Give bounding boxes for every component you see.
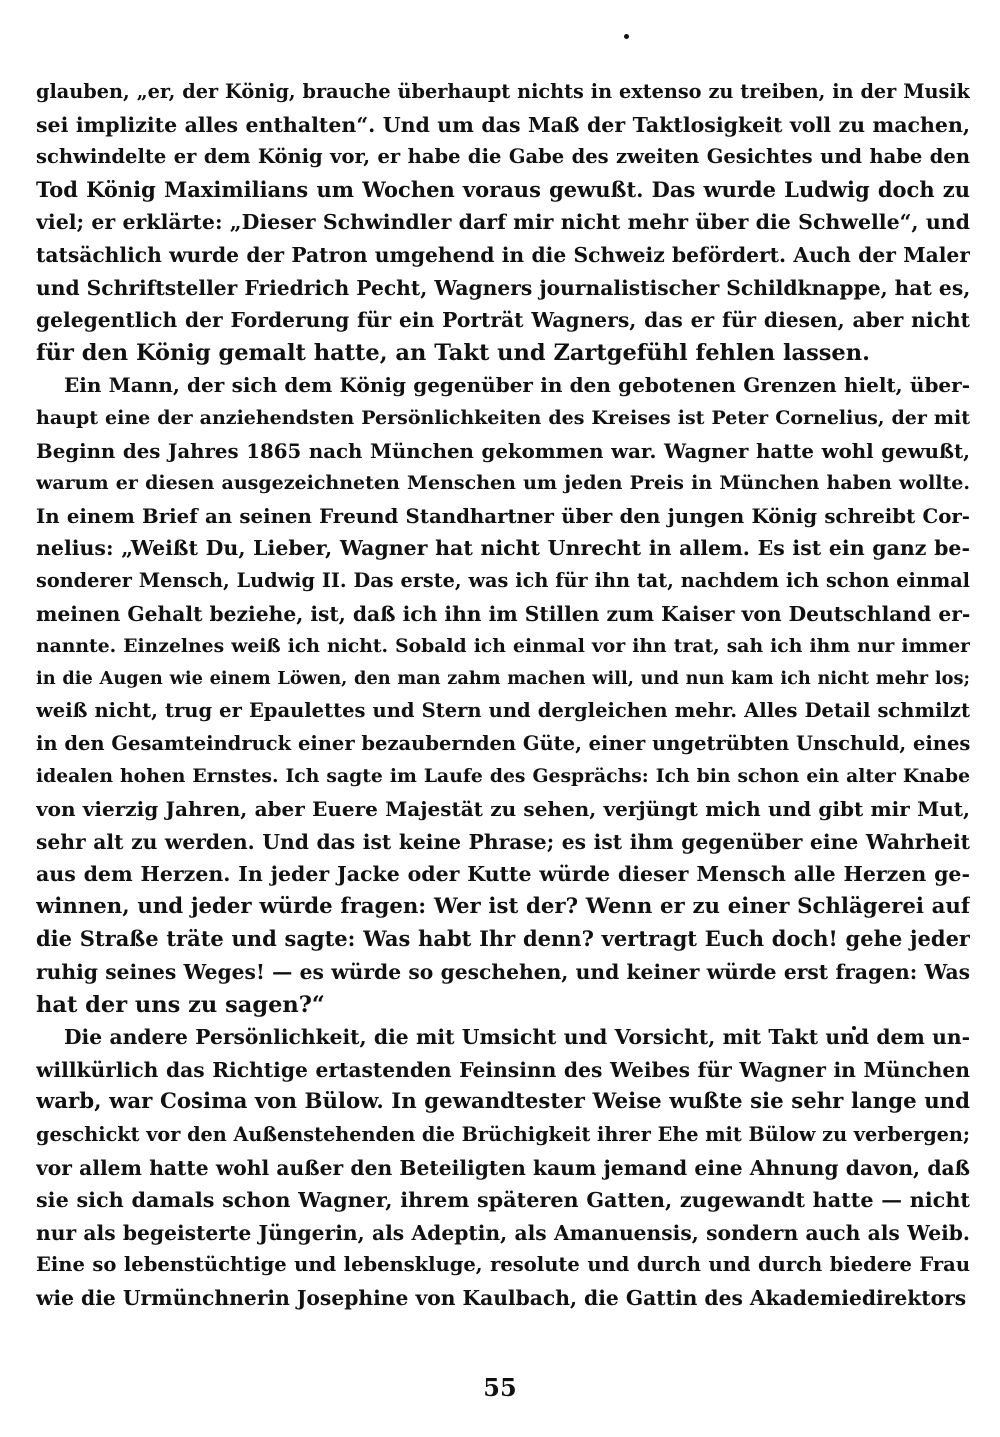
text-line: sonderer Mensch, Ludwig II. Das erste, was ich für ihn tat, nachdem ich schon einmal (36, 568, 970, 592)
ink-speck-top (624, 34, 629, 39)
paragraph (36, 369, 970, 1021)
text-line: und Schriftsteller Friedrich Pecht, Wagners journalistischer Schildknappe, hat es, (36, 275, 970, 300)
text-line: viel; er erklärte: „Dieser Schwindler darf mir nicht mehr über die Schwelle“, und (36, 210, 970, 235)
text-line: sei implizite alles enthalten“. Und um das Maß der Taktlosigkeit voll zu machen, (36, 112, 970, 137)
text-line: haupt eine der anziehendsten Persönlichkeiten des Kreises ist Peter Cornelius, der mit (36, 406, 970, 429)
text-line: nelius: „Weißt Du, Lieber, Wagner hat nicht Unrecht in allem. Es ist ein ganz be- (36, 536, 970, 561)
text-line: wie die Urmünchnerin Josephine von Kaulbach, die Gattin des Akademiedirektors (36, 1285, 967, 1310)
text-line: sehr alt zu werden. Und das ist keine Phrase; es ist ihm gegenüber eine Wahrheit (36, 829, 970, 854)
text-line: glauben, „er, der König, brauche überhaupt nichts in extenso zu treiben, in der Musik (36, 80, 970, 103)
text-line: geschickt vor den Außenstehenden die Brüchigkeit ihrer Ehe mit Bülow zu verbergen; (36, 1123, 970, 1146)
text-line: in die Augen wie einem Löwen, den man zahm machen will, und nun kam ich nicht mehr los; (36, 667, 970, 689)
page-body (36, 76, 970, 1315)
text-line: Eine so lebenstüchtige und lebenskluge, resolute und durch und durch biedere Frau (36, 1253, 970, 1277)
text-line: Beginn des Jahres 1865 nach München gekommen war. Wagner hatte wohl gewußt, (36, 438, 970, 463)
page-number: 55 (483, 1373, 517, 1402)
paragraph (36, 76, 970, 369)
text-line: In einem Brief an seinen Freund Standhartner über den jungen König schreibt Cor- (36, 503, 970, 528)
text-line: gelegentlich der Forderung für ein Porträt Wagners, das er für diesen, aber nicht (36, 308, 970, 333)
text-line: von vierzig Jahren, aber Euere Majestät zu sehen, verjüngt mich und gibt mir Mut, (36, 797, 970, 822)
text-line: nur als begeisterte Jüngerin, als Adeptin, als Amanuensis, sondern auch als Weib. (36, 1220, 970, 1245)
text-line: in den Gesamteindruck einer bezaubernden Güte, einer ungetrübten Unschuld, eines (36, 731, 970, 755)
text-line: aus dem Herzen. In jeder Jacke oder Kutte würde dieser Mensch alle Herzen ge- (36, 862, 970, 887)
text-line: winnen, und jeder würde fragen: Wer ist der? Wenn er zu einer Schlägerei auf (36, 893, 970, 919)
text-line: tatsächlich wurde der Patron umgehend in die Schweiz befördert. Auch der Maler (36, 242, 970, 267)
text-line: meinen Gehalt beziehe, ist, daß ich ihn im Stillen zum Kaiser von Deutschland er- (36, 601, 970, 626)
text-line: sie sich damals schon Wagner, ihrem späteren Gatten, zugewandt hatte — nicht (36, 1188, 970, 1213)
text-line: vor allem hatte wohl außer den Beteiligten kaum jemand eine Ahnung davon, daß (36, 1155, 970, 1180)
text-line: hat der uns zu sagen?“ (36, 991, 325, 1018)
text-line: nannte. Einzelnes weiß ich nicht. Sobald ich einmal vor ihn trat, sah ich ihm nur immer (36, 635, 970, 658)
text-line: ruhig seines Weges! — es würde so geschehen, und keiner würde erst fragen: Was (36, 960, 970, 985)
text-line: schwindelte er dem König vor, er habe die Gabe des zweiten Gesichtes und habe den (36, 145, 970, 169)
text-line: Die andere Persönlichkeit, die mit Umsicht und Vorsicht, mit Takt und dem un- (64, 1025, 970, 1050)
text-line: Tod König Maximilians um Wochen voraus gewußt. Das wurde Ludwig doch zu (36, 176, 970, 202)
text-line: weiß nicht, trug er Epaulettes und Stern und dergleichen mehr. Alles Detail schmilzt (36, 699, 970, 723)
text-line: willkürlich das Richtige ertastenden Feinsinn des Weibes für Wagner in München (36, 1057, 970, 1082)
paragraph (36, 1021, 970, 1314)
text-line: warb, war Cosima von Bülow. In gewandtester Weise wußte sie sehr lange und (36, 1089, 970, 1115)
text-line: für den König gemalt hatte, an Takt und Zartgefühl fehlen lassen. (36, 339, 870, 366)
text-line: die Straße träte und sagte: Was habt Ihr denn? vertragt Euch doch! gehe jeder (36, 926, 970, 952)
text-line: warum er diesen ausgezeichneten Menschen um jeden Preis in München haben wollte. (36, 472, 970, 495)
text-line: Ein Mann, der sich dem König gegenüber in den gebotenen Grenzen hielt, über- (64, 373, 970, 398)
text-line: idealen hohen Ernstes. Ich sagte im Laufe des Gesprächs: Ich bin schon ein alter Knabe (36, 765, 970, 788)
